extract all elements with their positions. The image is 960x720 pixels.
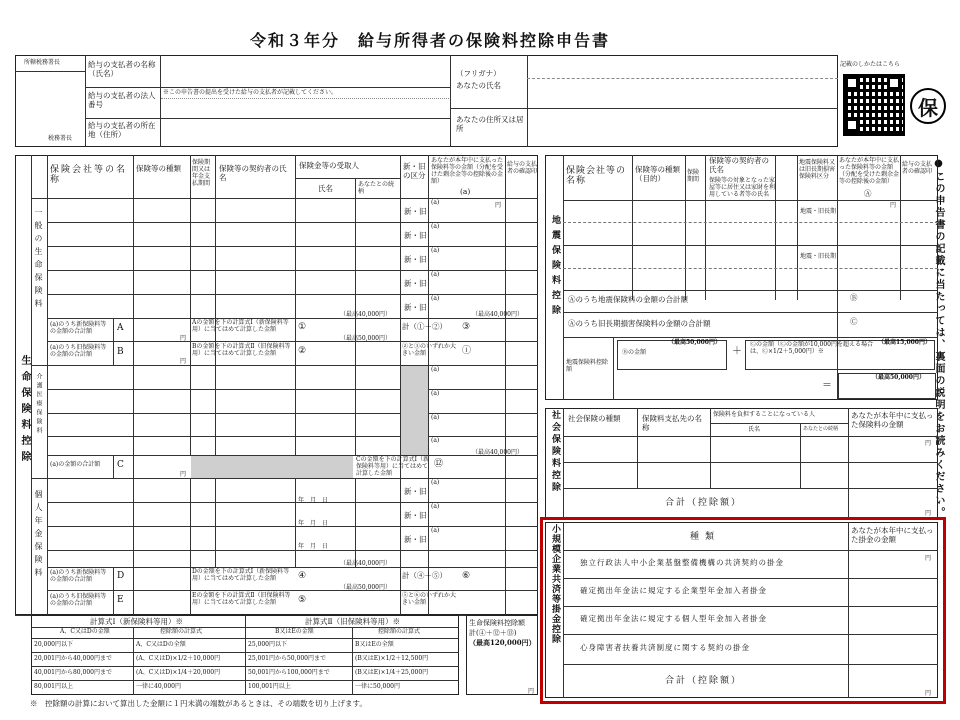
row-e-calc: Eの金額を下の計算式Ⅱ（旧保険料等用）に当てはめて計算した金額: [192, 592, 291, 606]
general-row1-a: (a): [431, 199, 440, 206]
social-col-payee: 保険料支払先の名称: [642, 414, 702, 432]
qr-corner-tl: [845, 76, 859, 90]
pension-row2-a: (a): [431, 503, 440, 510]
footnote: ※ 控除額の計算において算出した金額に１円未満の端数があるときは、その端数を切り上げます。: [30, 699, 367, 708]
payer-number-label: 給与の支払者の法人番号: [88, 91, 156, 109]
pension-row2-date: 年 月 日: [298, 520, 329, 527]
small-total-yen: 円: [925, 690, 932, 697]
circle-3: ③: [462, 322, 471, 332]
life-col-paid: あなたが本年中に支払った保険料等の金額（分配を受けた剰余金等の控除後の金額）: [431, 157, 504, 185]
care-label: 介護医療保険料: [35, 373, 42, 436]
row-d-label: (a)のうち新保険料等の金額の合計額: [50, 569, 107, 583]
row-b-label: (a)のうち旧保険料等の金額の合計額: [50, 344, 107, 358]
life-col-confirm: 給与の支払者の確認印: [507, 161, 538, 175]
row-a-yen: 円: [180, 335, 187, 342]
tax-office-label: 所轄税務署長: [24, 59, 61, 66]
pension-label: 個人年金保険料: [34, 490, 43, 581]
row-c-calc: Cの金額を下の計算式Ⅰ（新保険料等用）に当てはめて計算した金額: [356, 456, 429, 477]
small-section-label: 小規模企業共済等掛金控除: [550, 524, 560, 644]
care-newold-gray: [401, 366, 428, 455]
life-total-label: 生命保険料控除額: [469, 619, 525, 627]
life-col-period: 保険期間又は年金支払期間: [192, 159, 211, 187]
small-col-paid: あなたが本年中に支払った掛金の金額: [851, 526, 934, 544]
formula2-title: 計算式Ⅱ（旧保険料等用）※: [305, 617, 401, 626]
formula1-col1: A、C又はDの金額: [60, 628, 110, 635]
f1-row3-calc: (A、C又はD)×1/4＋20,000円: [136, 669, 221, 676]
pension-row3-date: 年 月 日: [298, 543, 329, 550]
pension-row3-a: (a): [431, 527, 440, 534]
quake-total-max: （最高50,000円）: [872, 374, 925, 381]
quake-sum-b-label: Ⓐのうち地震保険料の金額の合計額: [568, 295, 688, 304]
highlight-frame: [540, 517, 946, 704]
qr-caption: 記載のしかたはこちら: [840, 61, 901, 68]
f2-row2-range: 25,001円から50,000円まで: [248, 655, 326, 662]
quake-eq: ＝: [822, 380, 832, 391]
care-row-c-gray: [191, 456, 353, 478]
general-row2-a: (a): [431, 223, 440, 230]
f1-row4-range: 80,001円以上: [34, 683, 73, 690]
social-col-bearer-name: 氏名: [748, 426, 761, 433]
care-row2-a: (a): [431, 390, 440, 397]
social-section-label: 社会保険料控除: [550, 410, 560, 494]
tax-office-suffix: 税務署長: [48, 135, 73, 142]
life-col-recipient-name: 氏名: [318, 184, 333, 193]
formula2-col2: 控除額の計算式: [378, 628, 421, 635]
life-total-field[interactable]: [467, 650, 537, 694]
general-row1-newold[interactable]: 新・旧: [404, 207, 427, 216]
life-insurance-block: [15, 155, 538, 615]
quake-row1-yen: 円: [890, 202, 897, 209]
f2-row3-range: 50,001円から100,000円まで: [248, 669, 330, 676]
row-d-calc: Dの金額を下の計算式Ⅰ（新保険料等用）に当てはめて計算した金額: [192, 568, 290, 582]
row-c-letter: C: [117, 460, 124, 470]
social-total-label: 合計（控除額）: [665, 498, 743, 508]
quake-sum-c-label: Ⓐのうち旧長期損害保険料の金額の合計額: [568, 319, 711, 328]
life-section-label: 生命保険料控除: [19, 355, 30, 467]
quake-col-paid-a: Ⓐ: [864, 189, 872, 198]
circle-2-max: （最高50,000円）: [340, 335, 391, 342]
small-item-1-yen: 円: [925, 555, 932, 562]
row-a-letter: A: [117, 323, 124, 333]
payer-name-label: 給与の支払者の名称（氏名）: [88, 60, 156, 78]
quake-col-contractor: 保険等の契約者の氏名: [709, 156, 769, 174]
row-a-label: (a)のうち新保険料等の金額の合計額: [50, 321, 107, 335]
circle-4: ④: [298, 571, 307, 581]
payer-number-note: ※この申告書の提出を受けた給与の支払者が記載してください。: [163, 89, 338, 96]
circle-5-max: （最高50,000円）: [340, 584, 391, 591]
general-row2-newold[interactable]: 新・旧: [404, 231, 427, 240]
stamp-char: 保: [918, 95, 938, 120]
general-row1-yen: 円: [495, 202, 502, 209]
pension-row1-a: (a): [431, 479, 440, 486]
quake-col-period: 保険期間: [687, 169, 700, 183]
general-row4-a: (a): [431, 271, 440, 278]
general-row3-a: (a): [431, 247, 440, 254]
life-col-paid-a: (a): [460, 187, 471, 196]
quake-col-paid: あなたが本年中に支払った保険料等の金額（分配を受けた剰余金等の控除後の金額）: [839, 157, 900, 185]
your-name-field[interactable]: [528, 79, 837, 107]
quake-mark-c: Ⓒ: [850, 317, 858, 326]
circle-ro-max: （最高40,000円）: [472, 449, 523, 456]
general-row3-newold[interactable]: 新・旧: [404, 255, 427, 264]
f1-row4-calc: 一律に40,000円: [136, 683, 181, 690]
row-b-calc: Bの金額を下の計算式Ⅱ（旧保険料等用）に当てはめて計算した金額: [192, 343, 291, 357]
f2-row2-calc: (B又はE)×1/2＋12,500円: [355, 655, 429, 662]
life-col-new-old: 新・旧の区分: [403, 162, 426, 180]
pension-row2-newold[interactable]: 新・旧: [404, 511, 427, 520]
pension-row3-newold[interactable]: 新・旧: [404, 535, 427, 544]
quake-plus: ＋: [732, 346, 742, 357]
insurance-stamp-icon: [910, 88, 946, 124]
row-e-letter: E: [117, 595, 124, 605]
larger-2-3: ②と③のいずれか大きい金額: [402, 343, 457, 357]
f1-row1-calc: A、C又はDの全額: [136, 641, 186, 648]
f2-row3-calc: (B又はE)×1/4＋25,000円: [355, 669, 429, 676]
row-c-yen: 円: [180, 471, 187, 478]
general-life-label: 一般の生命保険料: [34, 208, 43, 312]
circle-i: ⓘ: [462, 346, 472, 356]
small-item-2: 確定拠出年金法に規定する企業型年金加入者掛金: [580, 586, 767, 595]
quake-col-insured: 保険等の対象となった家屋等に居住又は家財を利用している者等の氏名: [709, 177, 776, 198]
life-col-kind: 保険等の種類: [136, 164, 181, 173]
f1-row2-calc: (A、C又はD)×1/2＋10,000円: [136, 655, 221, 662]
your-name-label: あなたの氏名: [456, 81, 501, 90]
social-col-bearer-rel: あなたとの続柄: [803, 426, 839, 432]
row-a-calc: Aの金額を下の計算式Ⅰ（新保険料等用）に当てはめて計算した金額: [192, 319, 289, 333]
f2-row1-calc: B又はEの全額: [355, 641, 394, 648]
row-c-label: (a)の金額の合計額: [50, 461, 101, 468]
quake-c-formula: Ⓒの金額（Ⓒの金額が10,000円を超える場合は、Ⓒ×1/2＋5,000円）※: [750, 341, 873, 355]
social-col-paid: あなたが本年中に支払った保険料の金額: [851, 411, 934, 429]
payer-number-field[interactable]: [161, 98, 449, 117]
formula1-title: 計算式Ⅰ（新保険料等用）※: [90, 617, 183, 626]
qr-corner-bl: [845, 118, 859, 132]
general-row4b-newold[interactable]: 新・旧: [404, 303, 427, 312]
life-total-formula: 計(④＋⑫＋⑬): [469, 629, 517, 637]
your-address-label: あなたの住所又は居所: [456, 115, 524, 133]
quake-col-company: 保険会社等の名称: [566, 166, 627, 187]
small-total-label: 合計（控除額）: [665, 676, 743, 686]
f1-row2-range: 20,001円から40,000円まで: [34, 655, 112, 662]
circle-5: ⑤: [298, 595, 307, 605]
row-e-label: (a)のうち旧保険料等の金額の合計額: [50, 593, 107, 607]
general-row5-a: (a): [431, 295, 440, 302]
row-d-letter: D: [117, 571, 125, 581]
circle-3-max: （最高40,000円）: [472, 311, 523, 318]
life-total-yen: 円: [528, 688, 535, 695]
quake-row1-cat[interactable]: 地震・旧長期: [800, 208, 837, 215]
life-col-contractor: 保険等の契約者の氏名: [219, 164, 287, 182]
payer-address-field[interactable]: [161, 119, 449, 146]
side-note: ●この申告書の記載に当たっては、裏面の説明をお読みください。: [933, 158, 944, 519]
payer-address-label: 給与の支払者の所在地（住所）: [88, 121, 156, 139]
f1-row1-range: 20,000円以下: [34, 641, 73, 648]
quake-row2-cat[interactable]: 地震・旧長期: [800, 253, 837, 260]
sum-4-5: 計（④＋⑤）: [402, 571, 447, 580]
f2-row4-range: 100,001円以上: [248, 683, 291, 690]
life-total-max: （最高120,000円）: [469, 638, 536, 647]
life-col-recipient-rel: あなたとの続柄: [358, 181, 395, 195]
your-address-field[interactable]: [528, 109, 837, 146]
social-row1-yen: 円: [925, 440, 932, 447]
quake-mark-b: Ⓑ: [850, 293, 858, 302]
pension-row1-newold[interactable]: 新・旧: [404, 487, 427, 496]
quake-deduct-label: 地震保険料控除額: [566, 359, 609, 373]
row-b-letter: B: [117, 347, 124, 357]
social-col-kind: 社会保険の種類: [568, 414, 621, 423]
quake-col-kind: 保険等の種類（目的）: [635, 165, 680, 183]
payer-name-field[interactable]: [161, 56, 449, 86]
f2-row4-calc: 一律に50,000円: [355, 683, 400, 690]
furigana-label: （フリガナ）: [456, 69, 501, 78]
care-row4-a: (a): [431, 437, 440, 444]
circle-ro: ⑫: [434, 459, 444, 469]
circle-1: ①: [298, 322, 307, 332]
formula1-col2: 控除額の計算式: [160, 628, 203, 635]
form-title: 令和３年分 給与所得者の保険料控除申告書: [250, 31, 611, 50]
f2-row1-range: 25,000円以下: [248, 641, 287, 648]
small-col-kind: 種類: [690, 532, 721, 542]
circle-1-max: （最高40,000円）: [340, 311, 391, 318]
general-row4-newold[interactable]: 新・旧: [404, 279, 427, 288]
quake-col-category: 地震保険料又は旧長期損害保険料区分: [799, 159, 836, 180]
f1-row3-range: 40,001円から80,000円まで: [34, 669, 112, 676]
sum-1-2: 計（①＋②）: [402, 322, 447, 331]
care-row1-a: (a): [431, 366, 440, 373]
larger-5-6: ⑤と⑥のいずれか大きい金額: [402, 592, 457, 606]
quake-b-amount: Ⓑの金額: [622, 349, 647, 356]
life-col-company: 保険会社等の名称: [50, 165, 128, 186]
small-item-3: 確定拠出年金法に規定する個人型年金加入者掛金: [580, 614, 767, 623]
small-item-1: 独立行政法人中小企業基盤整備機構の共済契約の掛金: [580, 558, 784, 567]
pension-row1-date: 年 月 日: [298, 497, 329, 504]
circle-4-max: （最高40,000円）: [340, 560, 391, 567]
quake-c-max: （最高15,000円）: [878, 339, 931, 346]
quake-b-max: （最高50,000円）: [668, 339, 721, 346]
life-col-recipient: 保険金等の受取人: [299, 161, 359, 170]
row-b-yen: 円: [180, 358, 187, 365]
social-total-yen: 円: [925, 510, 932, 517]
qr-corner-tr: [887, 76, 901, 90]
social-col-bearer: 保険料を負担することになっている人: [713, 411, 816, 418]
care-row3-a: (a): [431, 414, 440, 421]
formula2-col1: B又はEの金額: [275, 628, 314, 635]
circle-2: ②: [298, 346, 307, 356]
small-item-4: 心身障害者扶養共済制度に関する契約の掛金: [580, 643, 750, 652]
quake-col-confirm: 給与の支払者の確認印: [902, 161, 933, 175]
circle-6: ⑥: [462, 571, 471, 581]
quake-section-label: 地震保険料控除: [550, 215, 560, 320]
